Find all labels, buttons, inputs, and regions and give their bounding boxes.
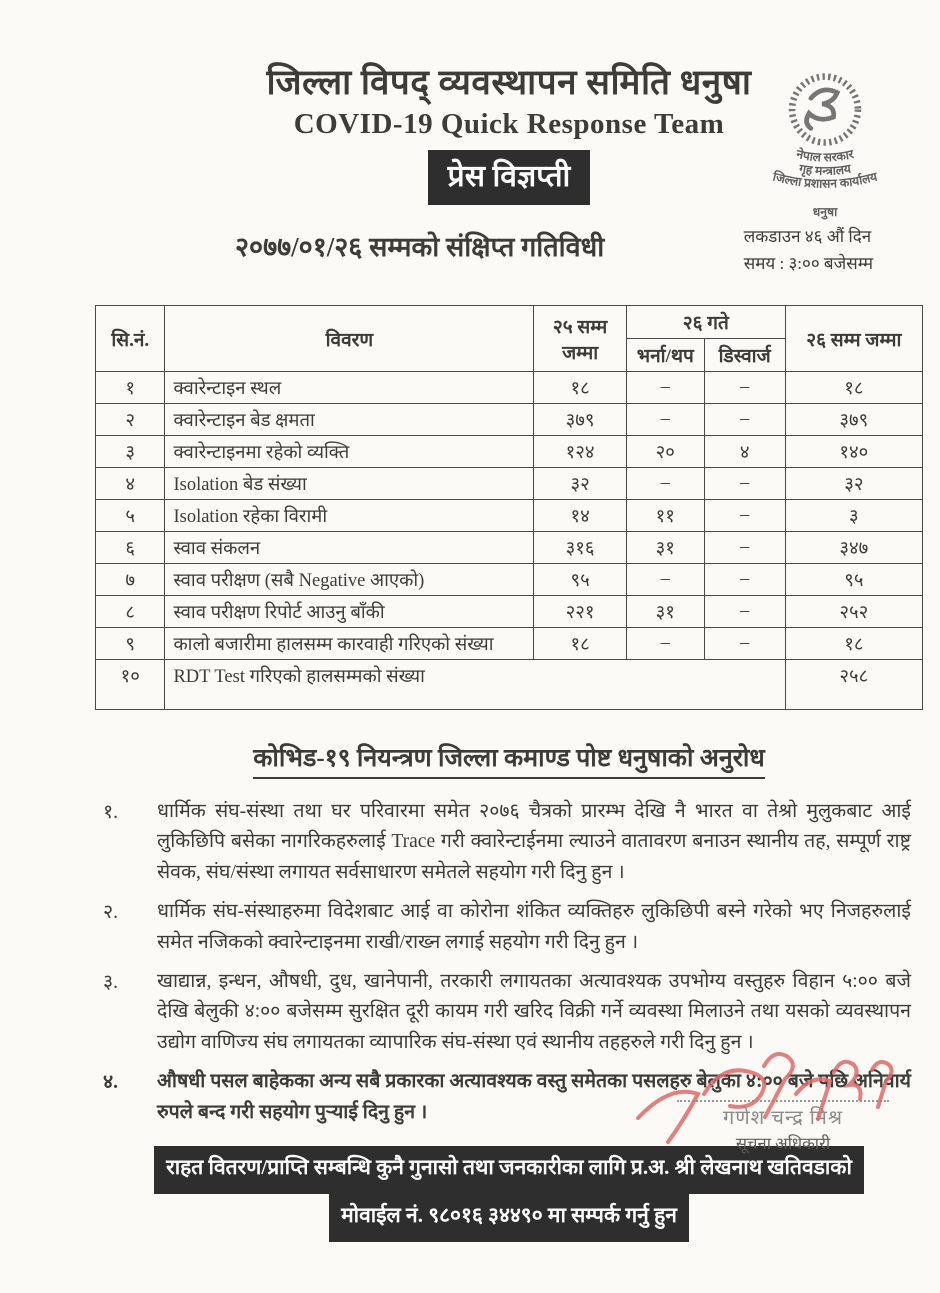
table-cell: ५: [96, 500, 165, 532]
col-header-date26: २६ गते: [626, 306, 785, 339]
stamp-line-3: जिल्ला प्रशासन कार्यालय: [771, 169, 879, 191]
signatory-name: गणेश चन्द्र मिश्र: [722, 1107, 844, 1129]
table-cell: २५२: [785, 596, 922, 628]
table-cell: ११: [626, 500, 704, 532]
table-cell: १८: [785, 372, 922, 404]
request-item-text: औषधी पसल बाहेकका अन्य सबै प्रकारका अत्यावश्यक वस्तु समेतका पसलहरु बेलुका ४:०० बजे पछि अनिवार्य रुपले बन्द गरी सहयोग पुऱ्याई दिनु हुन ।: [157, 1071, 911, 1123]
table-cell: १२४: [534, 436, 627, 468]
col-header-description: विवरण: [165, 306, 534, 372]
stamp-line-2: गृह मन्त्रालय: [798, 161, 852, 179]
table-cell: Isolation रहेका विरामी: [165, 500, 534, 532]
table-row: [96, 628, 923, 660]
table-cell: ७: [96, 564, 165, 596]
table-cell: –: [626, 372, 704, 404]
svg-text:नेपाल सरकार: [794, 146, 856, 165]
request-item-number: २.: [103, 902, 119, 924]
subtitle-english: COVID-19 Quick Response Team: [293, 108, 725, 140]
table-cell: –: [704, 532, 785, 564]
table-row: [96, 500, 923, 532]
table-header: [96, 306, 923, 372]
table-cell: २: [96, 404, 165, 436]
table-cell: –: [704, 404, 785, 436]
table-row: [96, 596, 923, 628]
request-item-number: ३.: [103, 972, 119, 994]
request-item: [95, 897, 923, 958]
lockdown-info: [744, 223, 873, 277]
request-item-number: १.: [103, 802, 119, 823]
request-item: [95, 797, 923, 888]
request-item-text: खाद्यान्न, इन्धन, औषधी, दुध, खानेपानी, तरकारी लगायतका अत्यावश्यक उपभोग्य वस्तुहरु विहान ५:०० बजे देखि बेलुकी ४:०० बजेसम्म सुरक्षित दूरी कायम गरी खरिद विक्री गर्ने व्यवस्था मिलाउने तथा यसको व्यवस्थापन उद्योग वाणिज्य संघ लगायतका व्यापारिक संघ-संस्था एवं स्थानीय तहहरुले गरी दिनु हुन ।: [157, 971, 911, 1053]
table-cell: १०: [96, 660, 165, 710]
table-cell: २२१: [534, 596, 627, 628]
table-cell: –: [704, 564, 785, 596]
request-item: [95, 967, 923, 1058]
table-cell: १४०: [785, 436, 922, 468]
stamp-line-1: नेपाल सरकार: [795, 146, 855, 165]
table-cell: –: [626, 564, 704, 596]
report-meta-row: [95, 227, 923, 285]
report-date-heading: २०७७/०१/२६ सम्मको संक्षिप्त गतिविधी: [235, 232, 605, 262]
signature-line: [677, 1100, 889, 1102]
table-cell: ३१: [626, 596, 704, 628]
table-row: [96, 404, 923, 436]
table-cell: ३१६: [534, 532, 627, 564]
table-row: [96, 372, 923, 404]
col-header-total26: २६ सम्म जम्मा: [785, 306, 922, 372]
table-cell: ६: [96, 532, 165, 564]
table-cell: –: [704, 500, 785, 532]
table-cell: ९: [96, 628, 165, 660]
table-cell: कालो बजारीमा हालसम्म कारवाही गरिएको संख्या: [165, 628, 534, 660]
table-cell: ३२: [785, 468, 922, 500]
table-row: [96, 660, 923, 710]
nepal-emblem-icon: [745, 60, 905, 225]
table-cell: ३: [785, 500, 922, 532]
col-header-discharged: डिस्वार्ज: [704, 339, 785, 372]
table-row: [96, 532, 923, 564]
table-cell: –: [704, 628, 785, 660]
page-title: जिल्ला विपद् व्यवस्थापन समिति धनुषा: [266, 63, 752, 102]
table-row: [96, 468, 923, 500]
request-item-text: धार्मिक संघ-संस्थाहरुमा विदेशबाट आई वा कोरोना शंकित व्यक्तिहरु लुकिछिपी बस्ने गरेको भए निजहरुलाई समेत नजिकको क्वारेन्टाइनमा राखी/राख्न लगाई सहयोग गरी दिनु हुन ।: [157, 901, 911, 953]
table-cell: ४: [704, 436, 785, 468]
col-header-sn: सि.नं.: [96, 306, 165, 372]
table-cell: –: [626, 404, 704, 436]
table-cell: ९५: [785, 564, 922, 596]
table-cell: स्वाव परीक्षण रिपोर्ट आउनु बाँकी: [165, 596, 534, 628]
request-item-number: ४.: [103, 1072, 119, 1094]
report-time: समय : ३:०० बजेसम्म: [743, 254, 873, 274]
table-cell: ४: [96, 468, 165, 500]
table-cell: Isolation बेड संख्या: [165, 468, 534, 500]
signatory-designation: सूचना अधिकारी: [735, 1134, 831, 1153]
table-cell: ३१: [626, 532, 704, 564]
table-cell: क्वारेन्टाइनमा रहेको व्यक्ति: [165, 436, 534, 468]
col-header-admitted: भर्ना/थप: [626, 339, 704, 372]
stamp-line-4: धनुषा: [812, 204, 838, 219]
press-release-banner: प्रेस विज्ञप्ती: [428, 150, 591, 205]
table-cell: ३२: [534, 468, 627, 500]
table-cell: ८: [96, 596, 165, 628]
table-cell: –: [704, 468, 785, 500]
government-stamp: [745, 60, 905, 225]
table-cell: ९५: [534, 564, 627, 596]
table-cell: –: [704, 372, 785, 404]
table-cell: –: [704, 596, 785, 628]
covid-summary-table: [95, 305, 923, 710]
table-row: [96, 564, 923, 596]
table-cell: २५८: [785, 660, 922, 710]
table-cell: २०: [626, 436, 704, 468]
table-cell: १८: [534, 628, 627, 660]
signature-block: [658, 1046, 908, 1154]
table-cell: क्वारेन्टाइन बेड क्षमता: [165, 404, 534, 436]
table-cell: –: [626, 468, 704, 500]
contact-notice-line2: मोवाईल नं. ९८०१६ ३४४९० मा सम्पर्क गर्नु हुन: [329, 1194, 689, 1242]
table-cell: स्वाव परीक्षण (सबै Negative आएको): [165, 564, 534, 596]
request-item-text: धार्मिक संघ-संस्था तथा घर परिवारमा समेत २०७६ चैत्रको प्रारम्भ देखि नै भारत वा तेश्रो मुलुकबाट आई लुकिछिपि बसेका नागरिकहरुलाई Trace गरी क्वारेन्टाईनमा ल्याउने वातावरण बनाउन स्थानीय तह, सम्पूर्ण राष्ट्र सेवक, संघ/संस्था लगायत सर्वसाधारण समेतले सहयोग गरी दिनु हुन ।: [157, 801, 911, 883]
lockdown-day: लकडाउन ४६ औं दिन: [743, 227, 872, 246]
contact-notice: [95, 1146, 923, 1242]
summary-table-body: [96, 372, 923, 710]
table-cell: ३४७: [785, 532, 922, 564]
table-cell: १८: [785, 628, 922, 660]
table-cell: ३७९: [785, 404, 922, 436]
table-cell: ३: [96, 436, 165, 468]
request-section-heading: कोभिड-१९ नियन्त्रण जिल्ला कमाण्ड पोष्ट धनुषाको अनुरोध: [253, 740, 765, 779]
col-header-total25: २५ सम्म जम्मा: [534, 306, 627, 372]
table-cell: क्वारेन्टाइन स्थल: [165, 372, 534, 404]
table-cell: १८: [534, 372, 627, 404]
table-cell: –: [626, 628, 704, 660]
contact-notice-line1: राहत वितरण/प्राप्ति सम्बन्धि कुनै गुनासो तथा जनकारीका लागि प्र.अ. श्री लेखनाथ खतिवडाको: [154, 1146, 864, 1194]
table-cell: १४: [534, 500, 627, 532]
table-cell: १: [96, 372, 165, 404]
table-cell: स्वाव संकलन: [165, 532, 534, 564]
table-cell: RDT Test गरिएको हालसम्मको संख्या: [165, 660, 785, 710]
table-row: [96, 436, 923, 468]
table-cell: ३७९: [534, 404, 627, 436]
